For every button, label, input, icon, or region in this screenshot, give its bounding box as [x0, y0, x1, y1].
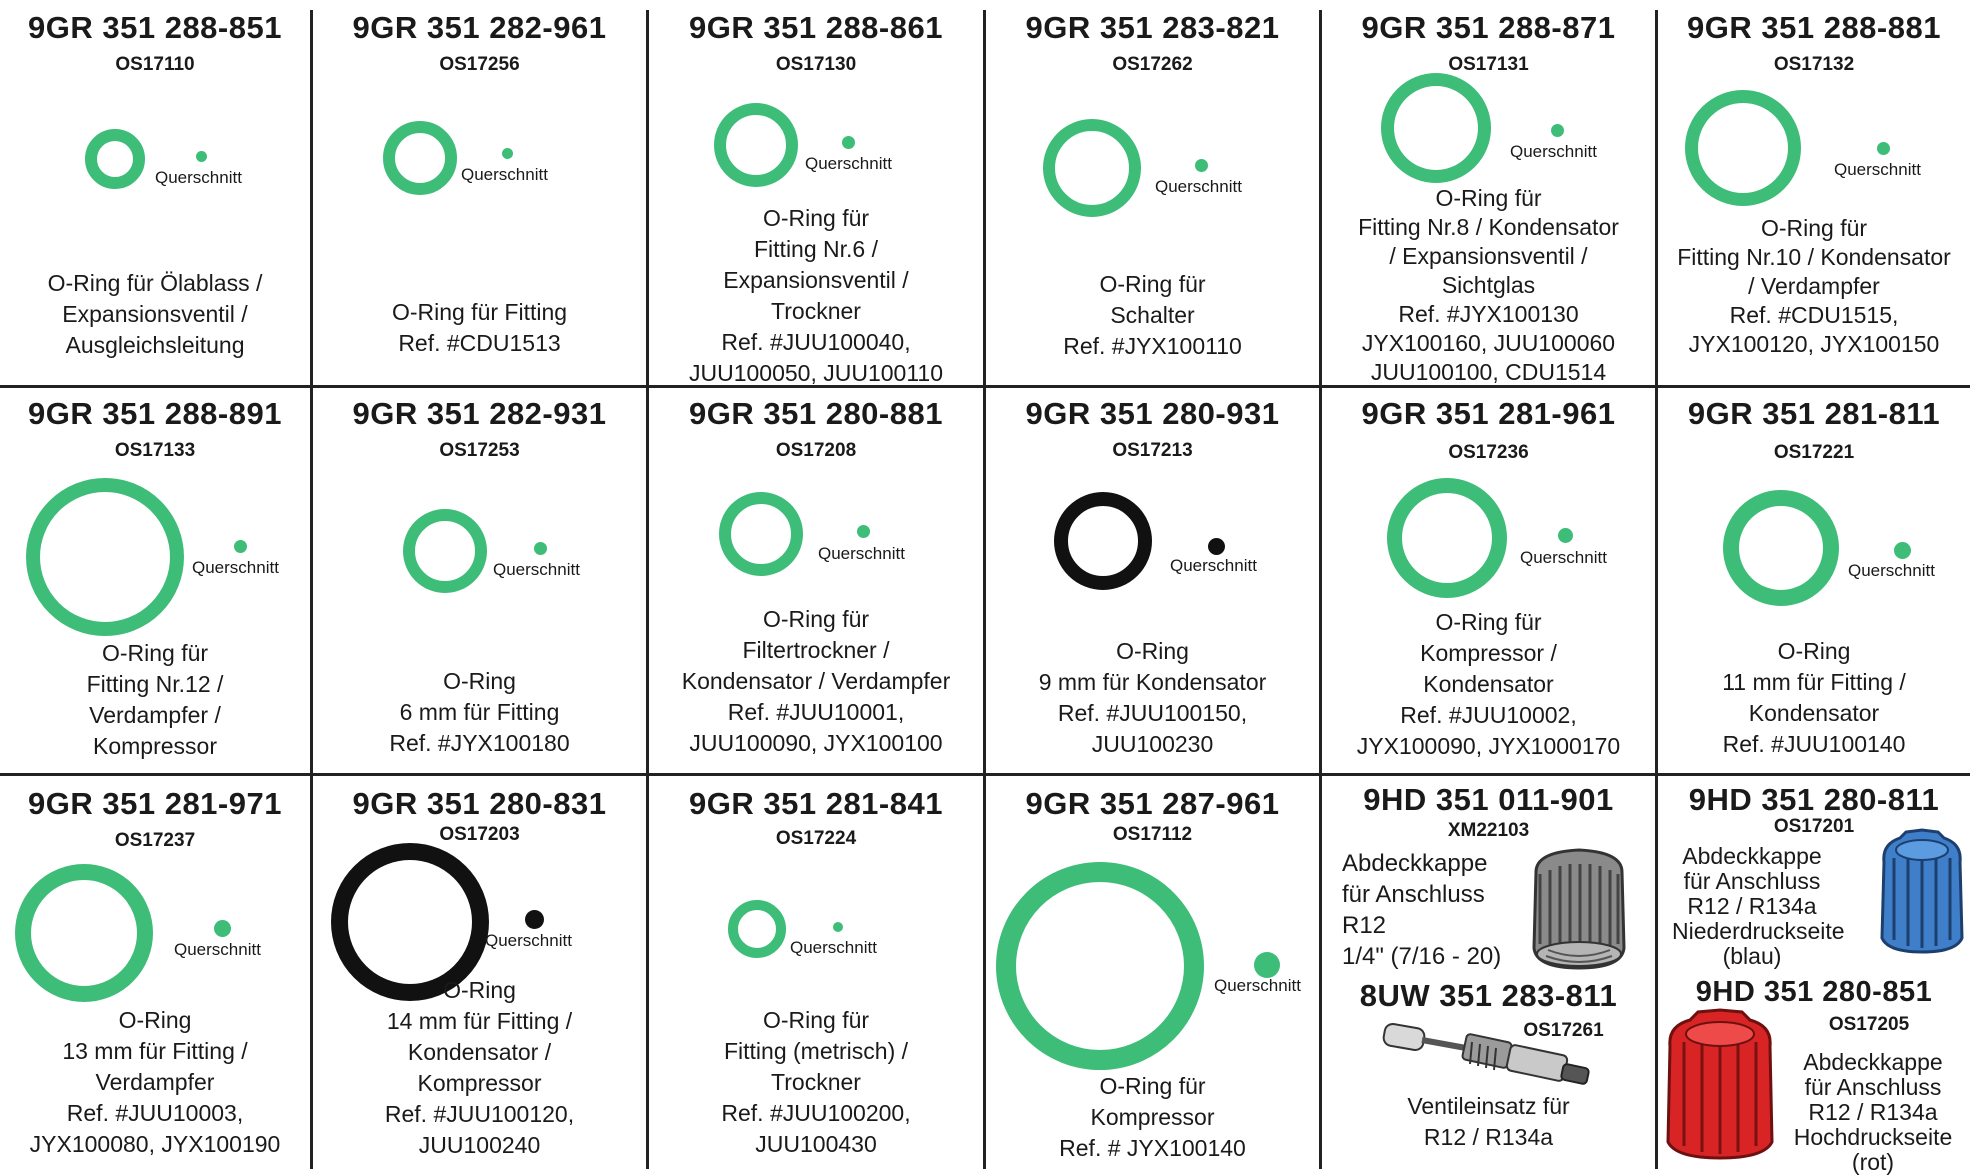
product-cell — [649, 0, 983, 385]
order-code: OS17112 — [1112, 824, 1193, 845]
description: O-Ring für Fitting Nr.6 / Expansionsventil / Trockner Ref. #JUU100040, JUU100050, JUU100110 — [688, 205, 943, 386]
cross-section-dot — [1195, 159, 1208, 172]
red-cap-icon — [1660, 1008, 1780, 1162]
cross-section-dot — [1254, 952, 1280, 978]
product-cell — [313, 0, 646, 385]
order-code: OS17132 — [1773, 54, 1855, 75]
part-number: 9GR 351 288-871 — [1361, 10, 1616, 45]
part-number: 9GR 351 281-971 — [28, 786, 282, 821]
part-number: 9GR 351 282-931 — [352, 396, 607, 431]
cross-section-dot — [534, 542, 547, 555]
order-code: OS17224 — [775, 828, 857, 849]
cross-section-label: Querschnitt — [174, 940, 261, 959]
description: O-Ring 14 mm für Fitting / Kondensator / Kompressor Ref. #JUU100120, JUU100240 — [384, 977, 575, 1158]
cross-section-label: Querschnitt — [1520, 548, 1607, 567]
part-number: 9GR 351 287-961 — [1025, 786, 1280, 821]
cross-section-dot — [502, 148, 513, 159]
o-ring-image — [383, 121, 457, 195]
description: O-Ring 6 mm für Fitting Ref. #JYX100180 — [389, 668, 570, 756]
part-number: 9HD 351 280-811 — [1688, 782, 1940, 817]
product-cell — [986, 388, 1319, 773]
cross-section-label: Querschnitt — [461, 165, 548, 184]
o-ring-image — [1685, 90, 1801, 206]
o-ring-image — [15, 864, 153, 1002]
cross-section-dot — [234, 540, 247, 553]
cross-section-label: Querschnitt — [1848, 561, 1935, 580]
description: O-Ring für Schalter Ref. #JYX100110 — [1063, 271, 1242, 359]
product-cell — [986, 0, 1319, 385]
cross-section-dot — [1894, 542, 1911, 559]
product-cell — [649, 776, 983, 1169]
product-cell — [313, 388, 646, 773]
cross-section-label: Querschnitt — [485, 931, 572, 950]
o-ring-image — [1381, 73, 1491, 183]
description: O-Ring 13 mm für Fitting / Verdampfer Ref. #JUU10003, JYX100080, JYX100190 — [29, 1007, 281, 1157]
description: Abdeckkappe für Anschluss R12 / R134a Hochdruckseite (rot) — [1793, 1049, 1953, 1175]
product-cell — [1322, 388, 1655, 773]
order-code: OS17221 — [1773, 442, 1855, 463]
description: O-Ring für Ölablass / Expansionsventil / Ausgleichsleitung — [47, 270, 263, 358]
part-number: 9GR 351 281-811 — [1687, 396, 1941, 431]
o-ring-image — [26, 478, 184, 636]
order-code: OS17208 — [775, 440, 857, 461]
product-cell — [986, 776, 1319, 1169]
cross-section-dot — [1877, 142, 1890, 155]
cross-section-dot — [214, 920, 231, 937]
part-number: 9GR 351 281-841 — [689, 786, 943, 821]
order-code: XM22103 — [1447, 820, 1530, 841]
order-code: OS17256 — [439, 54, 520, 75]
product-cell — [313, 776, 646, 1169]
description: O-Ring für Fitting Nr.10 / Kondensator / Verdampfer Ref. #CDU1515, JYX100120, JYX100150 — [1677, 215, 1951, 357]
order-code: OS17203 — [439, 824, 520, 845]
product-cell — [0, 388, 310, 773]
description: O-Ring 9 mm für Kondensator Ref. #JUU100150, JUU100230 — [1038, 638, 1267, 757]
cross-section-label: Querschnitt — [1510, 142, 1597, 161]
part-number: 9HD 351 011-901 — [1363, 782, 1614, 817]
cross-section-dot — [857, 525, 870, 538]
description: O-Ring 11 mm für Fitting / Kondensator Ref. #JUU100140 — [1722, 638, 1906, 757]
order-code: OS17253 — [439, 440, 520, 461]
cross-section-label: Querschnitt — [818, 544, 905, 563]
cross-section-dot — [196, 151, 207, 162]
description: O-Ring für Fitting Ref. #CDU1513 — [391, 299, 568, 356]
order-code: OS17262 — [1112, 54, 1193, 75]
o-ring-image — [403, 509, 487, 593]
order-code: OS17213 — [1112, 440, 1193, 461]
part-number: 9GR 351 288-851 — [28, 10, 282, 45]
product-cell — [1658, 0, 1970, 385]
description: Abdeckkappe für Anschluss R12 / R134a Niederdruckseite (blau) — [1672, 843, 1845, 969]
product-cell — [0, 776, 310, 1169]
cross-section-dot — [842, 136, 855, 149]
o-ring-image — [1723, 490, 1839, 606]
cross-section-label: Querschnitt — [1155, 177, 1242, 196]
product-cell — [1658, 388, 1970, 773]
description: O-Ring für Fitting Nr.12 / Verdampfer / Kompressor — [86, 640, 224, 759]
o-ring-image — [85, 129, 145, 189]
description: Ventileinsatz für R12 / R134a — [1407, 1093, 1570, 1150]
part-number: 9GR 351 280-931 — [1025, 396, 1280, 431]
order-code: OS17205 — [1828, 1014, 1910, 1035]
valve-core-icon — [1376, 1016, 1598, 1090]
blue-cap-icon — [1876, 828, 1968, 956]
description: O-Ring für Fitting Nr.8 / Kondensator / Expansionsventil / Sichtglas Ref. #JYX100130 JYX100160, JUU100060 JUU100100, CDU1514 — [1358, 185, 1619, 385]
o-ring-image — [1054, 492, 1152, 590]
order-code: OS17201 — [1773, 816, 1855, 837]
description: O-Ring für Kompressor Ref. # JYX100140 — [1059, 1073, 1246, 1161]
part-number: 9GR 351 288-861 — [689, 10, 943, 45]
product-cell — [1658, 776, 1970, 1175]
o-ring-image — [728, 900, 786, 958]
cross-section-dot — [525, 910, 544, 929]
part-number: 9GR 351 281-961 — [1361, 396, 1616, 431]
description: O-Ring für Kompressor / Kondensator Ref. #JUU10002, JYX100090, JYX1000170 — [1356, 609, 1621, 759]
order-code: OS17130 — [775, 54, 857, 75]
o-ring-image — [996, 862, 1204, 1070]
part-number: 9GR 351 280-831 — [352, 786, 607, 821]
order-code: OS17237 — [114, 830, 196, 851]
order-code: OS17131 — [1448, 54, 1529, 75]
part-number: 8UW 351 283-811 — [1359, 978, 1618, 1013]
o-ring-image — [1043, 119, 1141, 217]
order-code: OS17133 — [114, 440, 196, 461]
product-cell — [0, 0, 310, 385]
cross-section-label: Querschnitt — [790, 938, 877, 957]
grey-cap-icon — [1526, 844, 1632, 972]
cross-section-dot — [833, 922, 843, 932]
o-ring-image — [1387, 478, 1507, 598]
order-code: OS17236 — [1448, 442, 1529, 463]
o-ring-image — [714, 103, 798, 187]
description: O-Ring für Filtertrockner / Kondensator / Verdampfer Ref. #JUU10001, JUU100090, JYX100100 — [681, 606, 951, 756]
description: O-Ring für Fitting (metrisch) / Trockner Ref. #JUU100200, JUU100430 — [721, 1007, 911, 1157]
product-cell — [1322, 0, 1655, 385]
cross-section-label: Querschnitt — [155, 168, 242, 187]
cross-section-dot — [1551, 124, 1564, 137]
cross-section-label: Querschnitt — [493, 560, 580, 579]
part-number: 9GR 351 288-891 — [28, 396, 282, 431]
cross-section-dot — [1558, 528, 1573, 543]
part-number: 9GR 351 283-821 — [1025, 10, 1280, 45]
o-ring-image — [719, 492, 803, 576]
part-number: 9HD 351 280-851 — [1695, 976, 1933, 1008]
part-number: 9GR 351 288-881 — [1687, 10, 1941, 45]
part-number: 9GR 351 280-881 — [689, 396, 943, 431]
cross-section-dot — [1208, 538, 1225, 555]
cross-section-label: Querschnitt — [1170, 556, 1257, 575]
order-code: OS17110 — [115, 54, 195, 75]
product-cell — [649, 388, 983, 773]
product-cell — [1322, 776, 1655, 1169]
cross-section-label: Querschnitt — [1214, 976, 1301, 995]
cross-section-label: Querschnitt — [192, 558, 279, 577]
cross-section-label: Querschnitt — [1834, 160, 1921, 179]
part-number: 9GR 351 282-961 — [352, 10, 607, 45]
description: Abdeckkappe für Anschluss R12 1/4" (7/16 - 20) — [1342, 850, 1502, 970]
order-code: OS17261 — [1523, 1020, 1604, 1041]
cross-section-label: Querschnitt — [805, 154, 892, 173]
